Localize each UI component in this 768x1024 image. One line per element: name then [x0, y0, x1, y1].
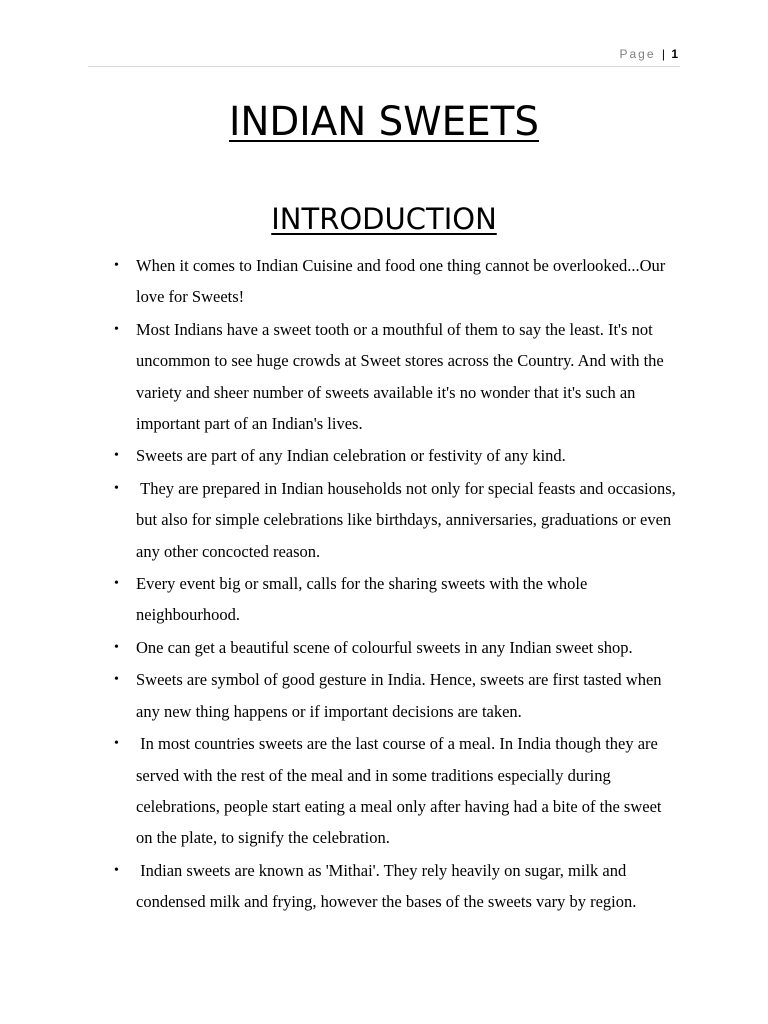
page-label: Page [619, 47, 656, 61]
bullet-text: They are prepared in Indian households not only for special feasts and occasions, but also for simple celebrations like birthdays, anniversaries, graduations or even any other concocted reason. [136, 478, 680, 561]
bullet-item [112, 250, 682, 313]
bullet-icon: • [114, 736, 119, 752]
bullet-item [112, 568, 682, 631]
bullet-icon: • [114, 862, 119, 878]
bullet-item [112, 728, 682, 854]
bullet-text: Sweets are part of any Indian celebration or festivity of any kind. [136, 446, 566, 466]
bullet-item [112, 440, 682, 471]
bullet-text: Most Indians have a sweet tooth or a mouthful of them to say the least. It's not uncommon to see huge crowds at Sweet stores across the Country. And with the variety and sheer number of sweets available it's no wonder that it's such an important part of an Indian's lives. [136, 319, 664, 434]
bullet-item [112, 664, 682, 727]
bullet-icon: • [114, 321, 119, 337]
bullet-item [112, 632, 682, 663]
bullet-item [112, 473, 682, 567]
bullet-icon: • [114, 448, 119, 464]
bullet-text: Indian sweets are known as 'Mithai'. They rely heavily on sugar, milk and condensed milk and frying, however the bases of the sweets vary by region. [136, 860, 637, 912]
bullet-text: One can get a beautiful scene of colourful sweets in any Indian sweet shop. [136, 637, 633, 657]
page-number: 1 [671, 47, 678, 61]
bullet-icon: • [114, 576, 119, 592]
bullet-list [112, 250, 682, 919]
page-header [88, 46, 680, 67]
bullet-text: Every event big or small, calls for the sharing sweets with the whole neighbourhood. [136, 574, 588, 625]
document-title: INDIAN SWEETS [228, 99, 540, 145]
bullet-icon: • [114, 258, 119, 273]
bullet-icon: • [114, 672, 119, 688]
bullet-text: Sweets are symbol of good gesture in India. Hence, sweets are first tasted when any new thing happens or if important decisions are taken. [136, 670, 662, 721]
bullet-text: In most countries sweets are the last course of a meal. In India though they are served with the rest of the meal and in some traditions especially during celebrations, people start eating a meal only after having had a bite of the sweet on the plate, to signify the celebration. [136, 734, 666, 848]
page-number-indicator [619, 46, 678, 62]
bullet-icon: • [114, 480, 119, 496]
bullet-icon: • [114, 639, 119, 655]
bullet-item [112, 855, 682, 918]
section-heading: INTRODUCTION [271, 202, 497, 236]
bullet-text: When it comes to Indian Cuisine and food one thing cannot be overlooked...Our love for Sweets! [136, 256, 666, 307]
bullet-item [112, 314, 682, 440]
page-separator: | [661, 47, 665, 61]
